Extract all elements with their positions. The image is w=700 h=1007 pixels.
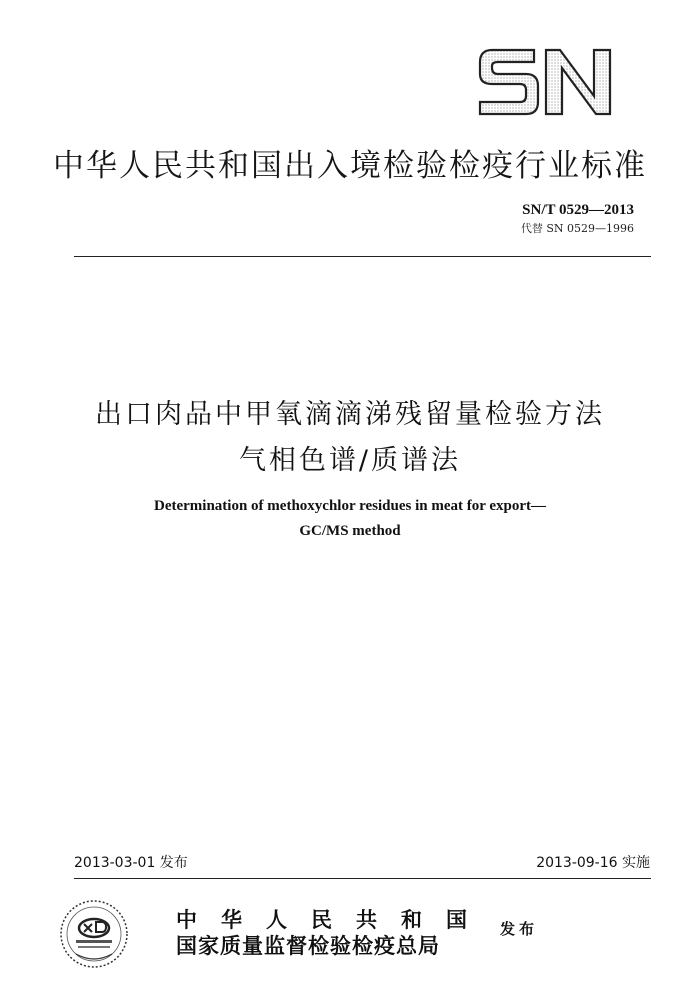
standard-number: SN/T 0529—2013 (522, 202, 634, 218)
publisher-seal-icon (58, 898, 130, 970)
issue-date: 2013-03-01 发布 (74, 855, 188, 871)
issuer-line1: 中华人民共和国 (176, 907, 491, 932)
title-chinese-line1: 出口肉品中甲氧滴滴涕残留量检验方法 (95, 399, 605, 430)
org-title: 中华人民共和国出入境检验检疫行业标准 (53, 148, 647, 184)
issuer-line2: 国家质量监督检验检疫总局 (176, 933, 440, 958)
title-english-line1: Determination of methoxychlor residues in meat for export— (153, 498, 547, 514)
title-english-line2: GC/MS method (299, 523, 401, 539)
bottom-divider (74, 878, 651, 879)
implementation-date: 2013-09-16 实施 (536, 855, 650, 871)
publish-label: 发布 (500, 920, 539, 938)
replaces-note: 代替 SN 0529—1996 (520, 222, 634, 235)
sn-logo (476, 44, 616, 118)
title-chinese-line2: 气相色谱/质谱法 (238, 445, 462, 476)
top-divider (74, 256, 651, 257)
